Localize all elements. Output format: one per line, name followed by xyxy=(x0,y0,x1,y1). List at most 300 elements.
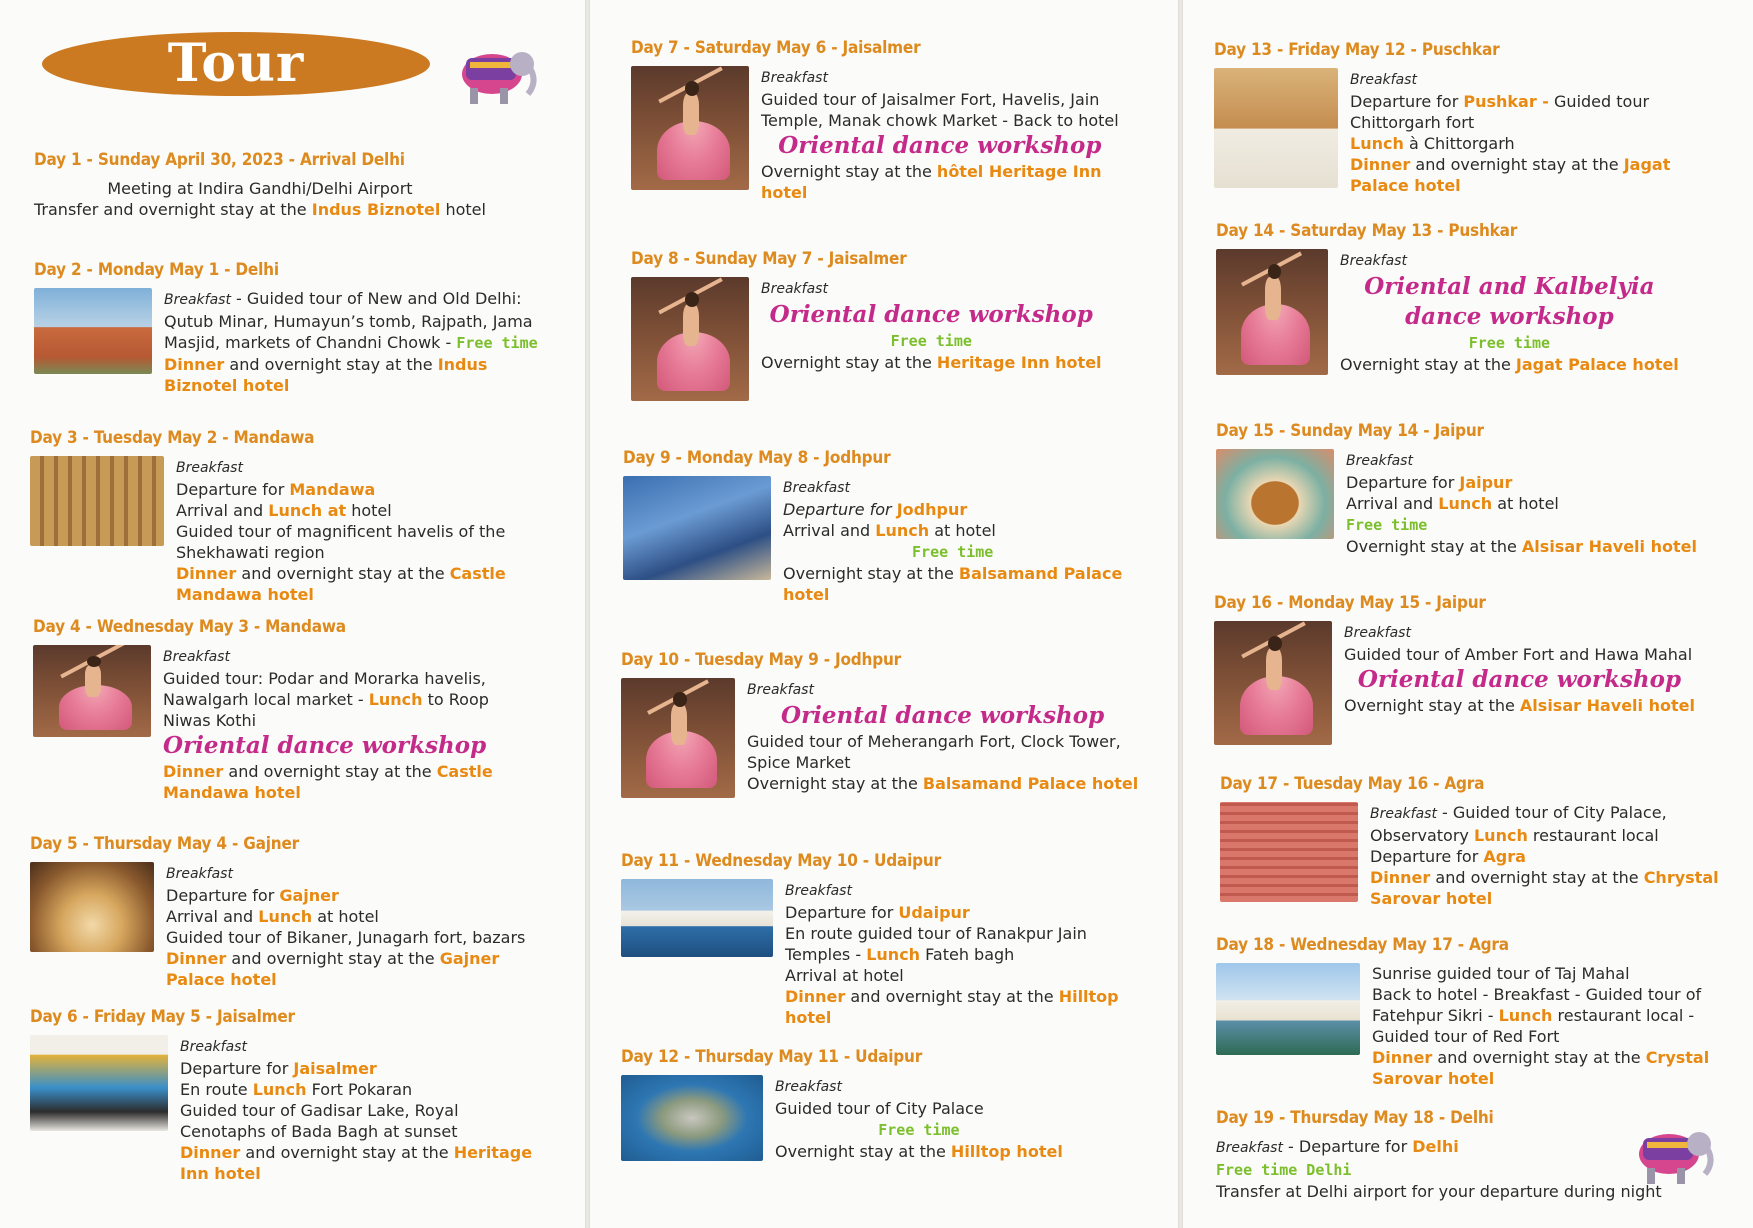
workshop-line xyxy=(761,131,1119,161)
day-description xyxy=(761,277,1102,373)
text: and overnight stay at the xyxy=(1430,868,1644,887)
highlight-text: Dinner xyxy=(166,949,227,968)
description-line xyxy=(783,520,1122,541)
breakfast-text: Breakfast xyxy=(761,70,828,86)
description-line xyxy=(166,862,525,885)
description-line xyxy=(1372,1047,1709,1068)
breakfast-text: Breakfast xyxy=(1346,453,1413,469)
description-line xyxy=(1346,536,1697,557)
description-line xyxy=(1370,825,1719,846)
day-description xyxy=(1370,802,1719,909)
description-line xyxy=(1370,846,1719,867)
day-block-17 xyxy=(1220,774,1753,909)
text: Guided tour of Gadisar Lake, Royal xyxy=(180,1101,459,1120)
description-line xyxy=(163,668,493,689)
day-heading: Day 6 - Friday May 5 - Jaisalmer xyxy=(30,1007,295,1027)
workshop-text: Oriental dance workshop xyxy=(1357,666,1682,693)
day-heading: Day 5 - Thursday May 4 - Gajner xyxy=(30,834,299,854)
day-block-11 xyxy=(621,851,1166,1028)
description-line xyxy=(785,879,1119,902)
text: Spice Market xyxy=(747,753,851,772)
day-heading: Day 16 - Monday May 15 - Jaipur xyxy=(1214,593,1486,613)
day-description xyxy=(761,66,1119,203)
text: - Guided tour of City Palace, xyxy=(1436,803,1667,822)
text: Guided tour of magnificent havelis of the xyxy=(176,522,506,541)
description-line xyxy=(164,311,538,332)
highlight-text: Lunch xyxy=(258,907,313,926)
highlight-text: Sarovar hotel xyxy=(1372,1069,1495,1088)
description-line xyxy=(747,773,1138,794)
text: En route guided tour of Ranakpur Jain xyxy=(785,924,1087,943)
text: En route xyxy=(180,1080,253,1099)
text: Departure for xyxy=(783,500,897,519)
description-line xyxy=(785,965,1119,986)
day-block-5 xyxy=(30,834,575,990)
day-heading: Day 8 - Sunday May 7 - Jaisalmer xyxy=(631,249,907,269)
hawa-mahal-photo xyxy=(1220,802,1358,902)
text: Cenotaphs of Bada Bagh at sunset xyxy=(180,1122,458,1141)
day-heading: Day 4 - Wednesday May 3 - Mandawa xyxy=(33,617,346,637)
description-line xyxy=(775,1141,1063,1162)
text: Departure for xyxy=(785,903,899,922)
dancer-photo xyxy=(631,277,749,401)
day-description xyxy=(34,178,486,220)
description-line xyxy=(785,902,1119,923)
highlight-text: Indus xyxy=(437,355,488,374)
day-description xyxy=(1346,449,1697,557)
highlight-text: Mandawa hotel xyxy=(163,783,301,802)
day-description xyxy=(747,678,1138,794)
day-block-13 xyxy=(1214,40,1753,196)
highlight-text: Lunch xyxy=(1438,494,1493,513)
description-line xyxy=(1344,695,1695,716)
text: at hotel xyxy=(1492,494,1559,513)
description-line xyxy=(761,66,1119,89)
description-line xyxy=(180,1163,532,1184)
highlight-text: Agra xyxy=(1483,847,1526,866)
highlight-text: Dinner xyxy=(1370,868,1431,887)
free-time-text: Free time xyxy=(890,332,972,350)
highlight-text: Castle xyxy=(449,564,506,583)
workshop-line xyxy=(1344,665,1695,695)
highlight-text: Jaipur xyxy=(1459,473,1513,492)
description-line xyxy=(1370,888,1719,909)
description-line xyxy=(166,927,525,948)
island-photo xyxy=(621,1075,763,1161)
workshop-text: Oriental dance workshop xyxy=(769,301,1093,328)
description-line xyxy=(1372,984,1709,1005)
free-time-text: Free time xyxy=(912,543,994,561)
free-time-text: Free time xyxy=(1346,516,1428,534)
text: restaurant local xyxy=(1527,826,1659,845)
text: Back to hotel - Breakfast - Guided tour of xyxy=(1372,985,1702,1004)
dancer-photo xyxy=(621,678,735,798)
workshop-line xyxy=(1340,302,1679,332)
highlight-text: Jaisalmer xyxy=(293,1059,377,1078)
workshop-text: Oriental and Kalbelyia xyxy=(1364,273,1655,300)
day-heading: Day 7 - Saturday May 6 - Jaisalmer xyxy=(631,38,921,58)
elephant-icon xyxy=(450,38,540,108)
highlight-text: Lunch at xyxy=(268,501,347,520)
description-line xyxy=(164,375,538,396)
highlight-text: Mandawa hotel xyxy=(176,585,314,604)
text: and overnight stay at the xyxy=(1410,155,1624,174)
description-line xyxy=(164,354,538,375)
description-line xyxy=(1340,249,1679,272)
highlight-text: Gajner xyxy=(439,949,500,968)
description-line xyxy=(783,584,1122,605)
day-block-19 xyxy=(1216,1108,1753,1202)
text: Sunrise guided tour of Taj Mahal xyxy=(1372,964,1630,983)
text: Transfer and overnight stay at the xyxy=(34,200,312,219)
text: Overnight stay at the xyxy=(761,353,937,372)
breakfast-text: Breakfast xyxy=(1370,806,1437,822)
description-line xyxy=(176,584,506,605)
day-heading: Day 10 - Tuesday May 9 - Jodhpur xyxy=(621,650,901,670)
text: at hotel xyxy=(929,521,996,540)
highlight-text: Heritage xyxy=(453,1143,533,1162)
haveli-facade-photo xyxy=(30,456,164,546)
text: Guided tour of Jaisalmer Fort, Havelis, Jain xyxy=(761,90,1100,109)
highlight-text: Lunch xyxy=(1350,134,1404,153)
highlight-text: Lunch xyxy=(1498,1006,1553,1025)
description-line xyxy=(180,1142,532,1163)
day-block-10 xyxy=(621,650,1166,798)
description-line xyxy=(783,563,1122,584)
day-description xyxy=(775,1075,1063,1162)
text: Nawalgarh local market - xyxy=(163,690,369,709)
breakfast-text: Breakfast xyxy=(164,292,231,308)
description-line xyxy=(180,1035,532,1058)
text: Transfer at Delhi airport for your departure during night xyxy=(1216,1182,1662,1201)
breakfast-text: Breakfast xyxy=(1344,625,1411,641)
text: and overnight stay at the xyxy=(223,762,437,781)
highlight-text: Balsamand Palace xyxy=(958,564,1123,583)
taj-mahal-photo xyxy=(1216,963,1360,1055)
text: Overnight stay at the xyxy=(747,774,923,793)
description-line xyxy=(34,199,486,220)
workshop-line xyxy=(761,300,1102,330)
text: - Departure for xyxy=(1282,1137,1413,1156)
breakfast-text: Breakfast xyxy=(163,649,230,665)
description-line xyxy=(1372,1005,1709,1026)
highlight-text: Jodhpur xyxy=(896,500,968,519)
description-line xyxy=(783,541,1122,563)
text: and overnight stay at the xyxy=(1432,1048,1646,1067)
text: Arrival and xyxy=(783,521,876,540)
description-line xyxy=(176,521,506,542)
description-line xyxy=(785,1007,1119,1028)
text: Departure for xyxy=(176,480,290,499)
breakfast-text: Breakfast xyxy=(747,682,814,698)
highlight-text: Hilltop hotel xyxy=(950,1142,1063,1161)
text: Shekhawati region xyxy=(176,543,325,562)
highlight-text: Palace hotel xyxy=(166,970,277,989)
highlight-text: Balsamand Palace hotel xyxy=(922,774,1139,793)
description-line xyxy=(785,944,1119,965)
highlight-text: hotel xyxy=(783,585,830,604)
description-line xyxy=(761,110,1119,131)
day-heading: Day 2 - Monday May 1 - Delhi xyxy=(34,260,279,280)
day-description xyxy=(783,476,1122,605)
day-heading: Day 15 - Sunday May 14 - Jaipur xyxy=(1216,421,1484,441)
day-block-2 xyxy=(34,260,574,396)
day-heading: Day 9 - Monday May 8 - Jodhpur xyxy=(623,448,891,468)
day-block-1 xyxy=(34,150,554,220)
description-line xyxy=(783,499,1122,520)
description-line xyxy=(775,1075,1063,1098)
description-line xyxy=(164,332,538,354)
description-line xyxy=(163,761,493,782)
highlight-text: Gajner xyxy=(279,886,339,905)
day-heading: Day 11 - Wednesday May 10 - Udaipur xyxy=(621,851,941,871)
day-block-16 xyxy=(1214,593,1753,745)
text: Chittorgarh fort xyxy=(1350,113,1475,132)
description-line xyxy=(1372,1068,1709,1089)
text: Departure for xyxy=(166,886,280,905)
day-block-7 xyxy=(631,38,1176,203)
text: and overnight stay at the xyxy=(224,355,438,374)
day-description xyxy=(163,645,493,803)
description-line xyxy=(163,782,493,803)
highlight-text: Lunch xyxy=(875,521,930,540)
text: Temples - xyxy=(785,945,867,964)
text: Overnight stay at the xyxy=(1340,355,1516,374)
tuk-tuk-photo xyxy=(30,1035,168,1131)
description-line xyxy=(747,752,1138,773)
workshop-text: dance workshop xyxy=(1405,303,1614,330)
breakfast-text: Breakfast xyxy=(1350,72,1417,88)
workshop-line xyxy=(163,731,493,761)
highlight-text: Udaipur xyxy=(898,903,970,922)
text: Departure for xyxy=(1350,92,1464,111)
highlight-text: Castle xyxy=(436,762,493,781)
description-line xyxy=(166,906,525,927)
text: Qutub Minar, Humayun’s tomb, Rajpath, Jama xyxy=(164,312,533,331)
text: and overnight stay at the xyxy=(226,949,440,968)
description-line xyxy=(176,542,506,563)
description-line xyxy=(1346,514,1697,536)
day-description xyxy=(1350,68,1670,196)
highlight-text: Alsisar Haveli hotel xyxy=(1519,696,1695,715)
day-heading: Day 12 - Thursday May 11 - Udaipur xyxy=(621,1047,923,1067)
highlight-text: Inn hotel xyxy=(180,1164,261,1183)
description-line xyxy=(180,1100,532,1121)
description-line xyxy=(1350,133,1670,154)
text: Meeting at Indira Gandhi/Delhi Airport xyxy=(107,179,413,198)
description-line xyxy=(785,923,1119,944)
free-time-text: Free time xyxy=(1468,334,1551,352)
description-line xyxy=(176,479,506,500)
text: Niwas Kothi xyxy=(163,711,257,730)
description-line xyxy=(1340,332,1679,354)
text: Overnight stay at the xyxy=(775,1142,951,1161)
day-block-6 xyxy=(30,1007,575,1184)
highlight-text: Lunch xyxy=(252,1080,307,1099)
musicians-photo xyxy=(1214,68,1338,188)
highlight-text: Lunch xyxy=(1473,826,1528,845)
text: Masjid, markets of Chandni Chowk - xyxy=(164,333,457,352)
breakfast-text: Breakfast xyxy=(783,480,850,496)
breakfast-text: Breakfast xyxy=(761,281,828,297)
description-line xyxy=(775,1098,1063,1119)
dancer-photo xyxy=(1214,621,1332,745)
text: Guided tour of Bikaner, Junagarh fort, bazars xyxy=(166,928,526,947)
text: Departure for xyxy=(1346,473,1460,492)
description-line xyxy=(1216,1159,1662,1181)
description-line xyxy=(176,500,506,521)
description-line xyxy=(1350,175,1670,196)
highlight-text: Jagat Palace hotel xyxy=(1515,355,1679,374)
description-line xyxy=(163,710,493,731)
day-heading: Day 1 - Sunday April 30, 2023 - Arrival Delhi xyxy=(34,150,405,170)
description-line xyxy=(1346,449,1697,472)
text: Guided tour xyxy=(1548,92,1650,111)
day-heading: Day 13 - Friday May 12 - Puschkar xyxy=(1214,40,1500,60)
day-description xyxy=(166,862,525,990)
description-line xyxy=(761,277,1102,300)
workshop-line xyxy=(1340,272,1679,302)
dancer-photo xyxy=(1216,249,1328,375)
day-description xyxy=(1372,963,1709,1089)
monument-photo xyxy=(34,288,152,374)
description-line xyxy=(1350,91,1670,112)
highlight-text: Lunch xyxy=(866,945,921,964)
text: à Chittorgarh xyxy=(1403,134,1515,153)
text: Departure for xyxy=(180,1059,294,1078)
day-block-15 xyxy=(1216,421,1753,557)
text: Temple, Manak chowk Market - Back to hotel xyxy=(761,111,1119,130)
day-description xyxy=(1344,621,1695,716)
free-time-text: Free time xyxy=(456,334,538,352)
description-line xyxy=(166,969,525,990)
highlight-text: Lunch xyxy=(368,690,423,709)
description-line xyxy=(785,986,1119,1007)
description-line xyxy=(1216,1181,1662,1202)
highlight-text: Dinner xyxy=(785,987,846,1006)
description-line xyxy=(761,89,1119,110)
description-line xyxy=(163,645,493,668)
description-line xyxy=(747,731,1138,752)
description-line xyxy=(1344,644,1695,665)
breakfast-text: Breakfast xyxy=(1340,253,1407,269)
highlight-text: Mandawa xyxy=(289,480,376,499)
text: Guided tour of Red Fort xyxy=(1372,1027,1560,1046)
workshop-text: Oriental dance workshop xyxy=(163,732,487,759)
highlight-text: Dinner xyxy=(1350,155,1411,174)
day-heading: Day 3 - Tuesday May 2 - Mandawa xyxy=(30,428,315,448)
text: Fateh bagh xyxy=(920,945,1015,964)
highlight-text: hotel xyxy=(761,183,808,202)
description-line xyxy=(1350,154,1670,175)
description-line xyxy=(1340,354,1679,375)
highlight-text: Dinner xyxy=(180,1143,241,1162)
free-time-text: Free time Delhi xyxy=(1216,1161,1352,1179)
text: Observatory xyxy=(1370,826,1474,845)
description-line xyxy=(166,948,525,969)
text: Overnight stay at the xyxy=(783,564,959,583)
description-line xyxy=(1372,1026,1709,1047)
blue-city-photo xyxy=(623,476,771,580)
text: Departure for xyxy=(1370,847,1484,866)
description-line xyxy=(1346,493,1697,514)
text: Arrival and xyxy=(1346,494,1439,513)
description-line xyxy=(166,885,525,906)
text: Overnight stay at the xyxy=(761,162,937,181)
highlight-text: Dinner xyxy=(163,762,224,781)
text: Arrival at hotel xyxy=(785,966,904,985)
highlight-text: Palace hotel xyxy=(1350,176,1461,195)
description-line xyxy=(761,161,1119,182)
breakfast-text: Breakfast xyxy=(775,1079,842,1095)
day-heading: Day 19 - Thursday May 18 - Delhi xyxy=(1216,1108,1494,1128)
page-title: Tour xyxy=(42,32,430,96)
highlight-text: Heritage Inn hotel xyxy=(936,353,1102,372)
lake-palace-photo xyxy=(621,879,773,957)
day-heading: Day 18 - Wednesday May 17 - Agra xyxy=(1216,935,1509,955)
highlight-text: Dinner xyxy=(1372,1048,1433,1067)
description-line xyxy=(747,678,1138,701)
description-line xyxy=(761,352,1102,373)
text: hotel xyxy=(346,501,392,520)
description-line xyxy=(176,563,506,584)
workshop-text: Oriental dance workshop xyxy=(778,132,1102,159)
dancer-photo xyxy=(33,645,151,737)
text: Overnight stay at the xyxy=(1346,537,1522,556)
day-block-12 xyxy=(621,1047,1166,1162)
description-line xyxy=(1372,963,1709,984)
day-description xyxy=(785,879,1119,1028)
description-line xyxy=(180,1121,532,1142)
highlight-text: hotel xyxy=(785,1008,832,1027)
text: Guided tour of City Palace xyxy=(775,1099,984,1118)
description-line xyxy=(1350,68,1670,91)
day-block-8 xyxy=(631,249,1176,401)
text: at hotel xyxy=(312,907,379,926)
description-line xyxy=(775,1119,1063,1141)
day-heading: Day 14 - Saturday May 13 - Pushkar xyxy=(1216,221,1518,241)
highlight-text: hôtel Heritage Inn xyxy=(936,162,1102,181)
day-description xyxy=(1340,249,1679,375)
description-line xyxy=(180,1058,532,1079)
day-block-3 xyxy=(30,428,575,605)
day-block-9 xyxy=(623,448,1168,605)
highlight-text: Jagat xyxy=(1623,155,1671,174)
day-description xyxy=(1216,1136,1662,1202)
text: Guided tour of Amber Fort and Hawa Mahal xyxy=(1344,645,1693,664)
highlight-text: Crystal xyxy=(1645,1048,1710,1067)
highlight-text: Dinner xyxy=(164,355,225,374)
text: restaurant local - xyxy=(1552,1006,1695,1025)
description-line xyxy=(163,689,493,710)
description-line xyxy=(34,178,486,199)
description-line xyxy=(1216,1136,1662,1159)
day-block-14 xyxy=(1216,221,1753,375)
description-line xyxy=(761,330,1102,352)
description-line xyxy=(164,288,538,311)
description-line xyxy=(1370,867,1719,888)
description-line xyxy=(180,1079,532,1100)
breakfast-text: Breakfast xyxy=(785,883,852,899)
breakfast-text: Breakfast xyxy=(180,1039,247,1055)
highlight-text: Sarovar hotel xyxy=(1370,889,1493,908)
text: Guided tour: Podar and Morarka havelis, xyxy=(163,669,486,688)
breakfast-text: Breakfast xyxy=(176,460,243,476)
highlight-text: Alsisar Haveli hotel xyxy=(1521,537,1697,556)
highlight-text: Dinner xyxy=(176,564,237,583)
text: Fort Pokaran xyxy=(306,1080,413,1099)
highlight-text: Biznotel hotel xyxy=(164,376,290,395)
